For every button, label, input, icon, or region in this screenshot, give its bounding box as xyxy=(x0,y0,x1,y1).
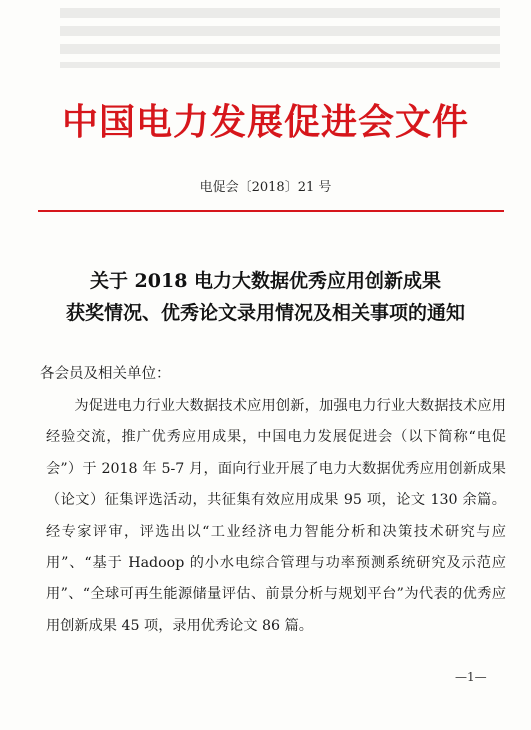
document-number: 电促会〔2018〕21 号 xyxy=(199,180,332,195)
issuer-title: 中国电力发展促进会文件 xyxy=(61,101,469,143)
notice-heading-line-2: 获奖情况、优秀论文录用情况及相关事项的通知 xyxy=(65,302,465,324)
red-divider-line xyxy=(38,210,504,212)
notice-heading-line-1: 关于 2018 电力大数据优秀应用创新成果 xyxy=(89,270,442,292)
bleed-through-text xyxy=(60,8,500,68)
salutation: 各会员及相关单位： xyxy=(40,366,171,382)
page-number: —1— xyxy=(455,670,487,684)
body-paragraph: 为促进电力行业大数据技术应用创新，加强电力行业大数据技术应用经验交流，推广优秀应用成果，中国电力发展促进会（以下简称“电促会”）于 2018 年 5-7 月，面向行业开展了电力大数据优秀应用创新成果（论文）征集评选活动，共征集有效应用成果 95 项，论文 130 余篇。经专家评审，评选出以“工业经济电力智能分析和决策技术研究与应用”、“基于 Hadoop 的小水电综合管理与功率预测系统研究及示范应用”、“全球可再生能源储量评估、前景分析与规划平台”为代表的优秀应用创新成果 45 项，录用优秀论文 86 篇。 xyxy=(46,398,506,634)
